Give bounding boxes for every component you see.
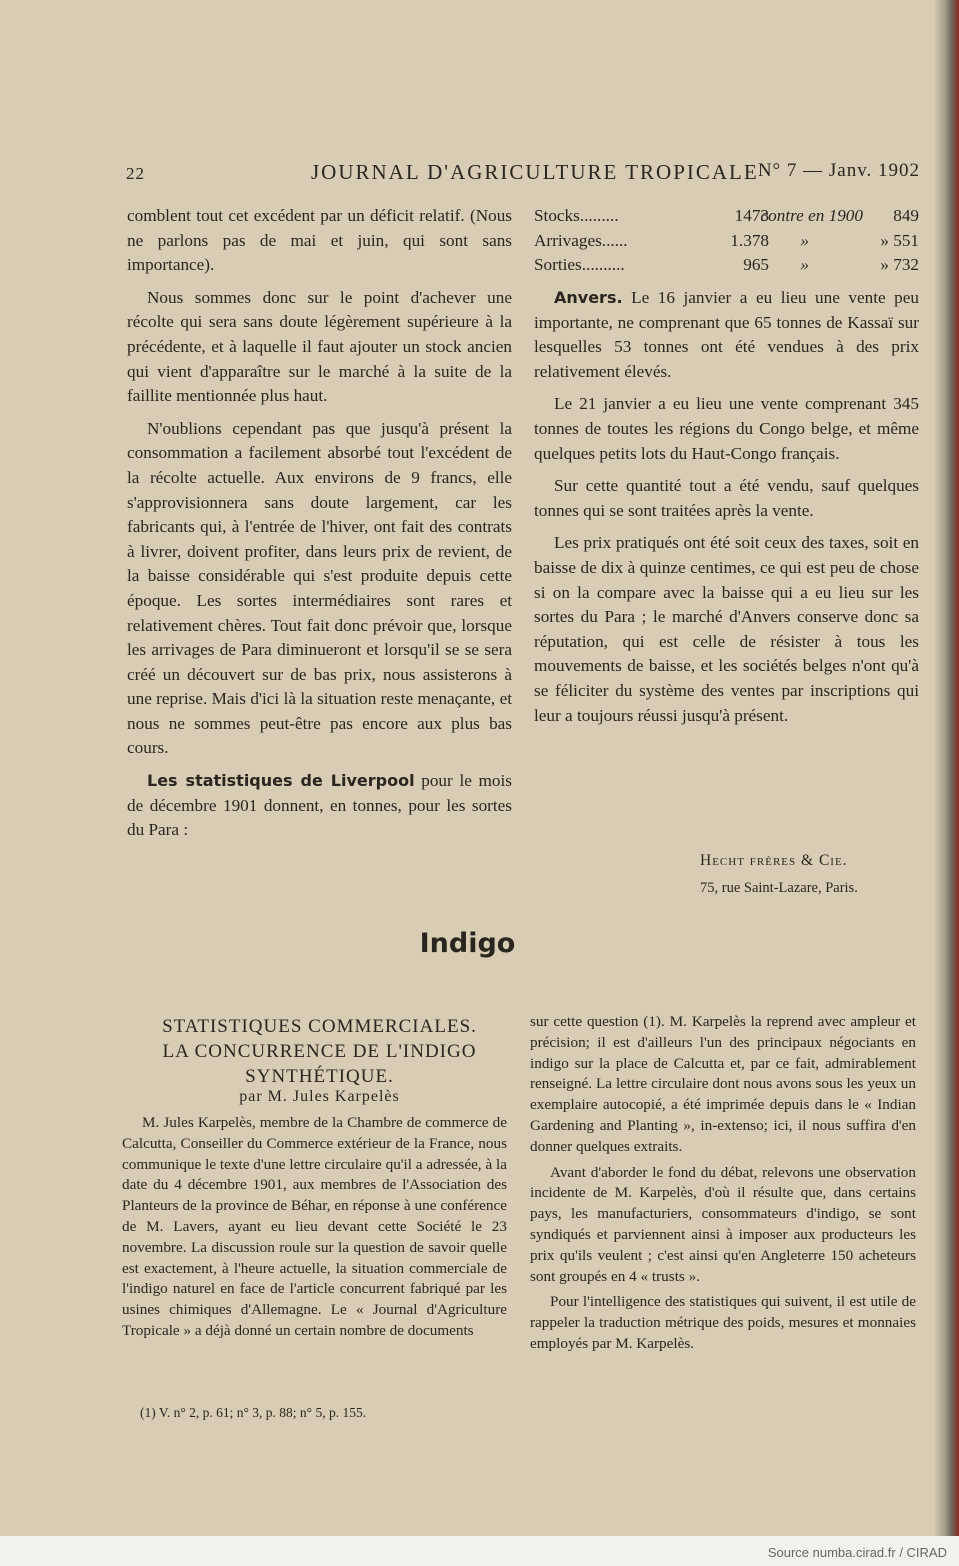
- book-edge: [935, 0, 959, 1536]
- source-credit: Source numba.cirad.fr / CIRAD: [767, 1545, 947, 1560]
- article-title-line: LA CONCURRENCE DE L'INDIGO: [162, 1041, 477, 1062]
- stat-label: Arrivages......: [534, 230, 628, 250]
- page-number: 22: [126, 164, 145, 183]
- stat-value-1901: 1473: [734, 206, 769, 225]
- paragraph-text: pour le mois de décembre 1901 donnent, en tonnes, pour les sortes du Para :: [127, 771, 512, 840]
- paragraph: Les prix pratiqués ont été soit ceux des taxes, soit en baisse de dix à quinze centimes, ce qui est peu de chose si on la compare avec la baisse qui a eu lieu sur les sortes du Para ; le marché d'Anvers conserve donc sa réputation, qui est celle de résister à tous les mouvements de baisse, et les sociétés belges n'ont qu'à se féliciter du système des ventes par inscriptions qui leur a toujours réussi jusqu'à présent.: [534, 533, 919, 725]
- article-title: [127, 1014, 512, 1089]
- paragraph: [534, 286, 919, 384]
- paragraph: N'oublions cependant pas que jusqu'à présent la consommation a facilement absorbé tout l'excédent de la récolte actuelle. Aux environs de 9 francs, elle s'approvisionnera sans doute largement, car les fabricants qui, à l'entrée de l'hiver, ont fait des contrats à livrer, doivent profiter, dans leurs prix de revient, de la baisse considérable qui s'est produite depuis cette époque. Les sortes intermédiaires sont rares et relativement chères. Tout fait donc prévoir que, lorsque les arrivages de Para diminueront et lorsqu'il se se sera créé un découvert sur de bas prix, nous assisterons à une reprise. Mais d'ici là la situation reste menaçante, et nous ne sommes peut-être pas encore aux plus bas cours.: [127, 418, 512, 758]
- stat-label: Stocks.........: [534, 206, 619, 225]
- paragraph: Sur cette quantité tout a été vendu, sauf quelques tonnes qui se sont traitées après la vente.: [534, 476, 919, 520]
- right-column: [534, 286, 919, 728]
- stat-row: [534, 204, 919, 229]
- article-left-column: [122, 1113, 507, 1342]
- stat-mid: »: [800, 230, 809, 250]
- stat-value-1900: » 551: [880, 230, 919, 250]
- bold-lead: Anvers.: [554, 288, 623, 307]
- paragraph: comblent tout cet excédent par un déficit relatif. (Nous ne parlons pas de mai et juin, qui sont sans importance).: [127, 206, 512, 275]
- stat-value-1901: 1.378: [730, 230, 769, 250]
- article-title-line: SYNTHÉTIQUE.: [245, 1066, 394, 1087]
- bold-lead: Les statistiques de Liverpool: [147, 771, 415, 791]
- journal-title: JOURNAL D'AGRICULTURE TROPICALE: [311, 160, 759, 184]
- paragraph: Pour l'intelligence des statistiques qui suivent, il est utile de rappeler la traduction métrique des poids, mesures et monnaies employés par M. Karpelès.: [530, 1293, 916, 1352]
- stat-row: [534, 229, 919, 254]
- paragraph: Nous sommes donc sur le point d'achever une récolte qui sera sans doute légèrement supérieure à la précédente, et à laquelle il faut ajouter un stock ancien qui vient d'apparaître sur le marché à la suite de la faillite mentionnée plus haut.: [127, 287, 512, 406]
- left-column: [127, 204, 512, 843]
- stat-value-1900: 849: [893, 206, 919, 225]
- signature: Hecht frères & Cie.: [700, 852, 848, 869]
- article-right-column: [530, 1012, 916, 1355]
- stat-row: [534, 253, 919, 278]
- paragraph: sur cette question (1). M. Karpelès la reprend avec ampleur et précision; il est d'ailleurs l'un des principaux négociants en indigo sur la place de Calcutta et, par ce fait, admirablement renseigné. La lettre circulaire dont nous avons sous les yeux un exemplaire autocopié, a été imprimée depuis dans le « Indian Gardening and Planting », in-extenso; ici, il nous suffira d'en donner quelques extraits.: [530, 1013, 916, 1155]
- paragraph: Avant d'aborder le fond du débat, relevons une observation incidente de M. Karpelès, d'où il résulte que, dans certains pays, les manufacturiers, consommateurs d'indigo, se sont syndiqués et parviennent ainsi à imposer aux producteurs les prix qu'ils veulent ; c'est ainsi qu'en Angleterre 150 acheteurs sont groupés en 4 « trusts ».: [530, 1163, 916, 1285]
- byline: par M. Jules Karpelès: [239, 1088, 400, 1105]
- paragraph: [127, 769, 512, 843]
- stat-value-1900: » 732: [880, 255, 919, 275]
- paragraph: M. Jules Karpelès, membre de la Chambre de commerce de Calcutta, Conseiller du Commerce extérieur de la France, nous communique le texte d'une lettre circulaire qu'il a adressée, à la date du 4 décembre 1901, aux membres de l'Association des Planteurs de la province de Béhar, en réponse à une conférence de M. Lavers, ayant eu lieu devant cette Société le 23 novembre. La discussion roule sur la question de savoir quelle est exactement, à l'heure actuelle, la situation commerciale de l'indigo naturel en face de l'article concurrent fabriqué par les usines chimiques d'Allemagne. Le « Journal d'Agriculture Tropicale » a déjà donné un certain nombre de documents: [122, 1114, 507, 1339]
- running-header: [126, 160, 920, 188]
- liverpool-stats-table: [534, 204, 919, 278]
- section-title: Indigo: [419, 928, 516, 959]
- article-title-line: STATISTIQUES COMMERCIALES.: [162, 1016, 477, 1037]
- stat-label: Sorties..........: [534, 255, 625, 275]
- stat-value-1901: 965: [743, 255, 769, 275]
- stat-mid: contre en 1900: [760, 206, 863, 225]
- issue-label: N° 7 — Janv. 1902: [757, 160, 920, 181]
- address: 75, rue Saint-Lazare, Paris.: [700, 880, 858, 896]
- footnote: (1) V. n° 2, p. 61; n° 3, p. 88; n° 5, p. 155.: [140, 1405, 367, 1420]
- stat-mid: »: [800, 255, 809, 275]
- paragraph: Le 21 janvier a eu lieu une vente comprenant 345 tonnes de toutes les régions du Congo belge, et même quelques petits lots du Haut-Congo français.: [534, 394, 919, 463]
- paragraph-text: Le 16 janvier a eu lieu une vente peu importante, ne comprenant que 65 tonnes de Kassaï sur lesquelles 53 tonnes ont été vendues à des prix relativement élevés.: [534, 288, 919, 381]
